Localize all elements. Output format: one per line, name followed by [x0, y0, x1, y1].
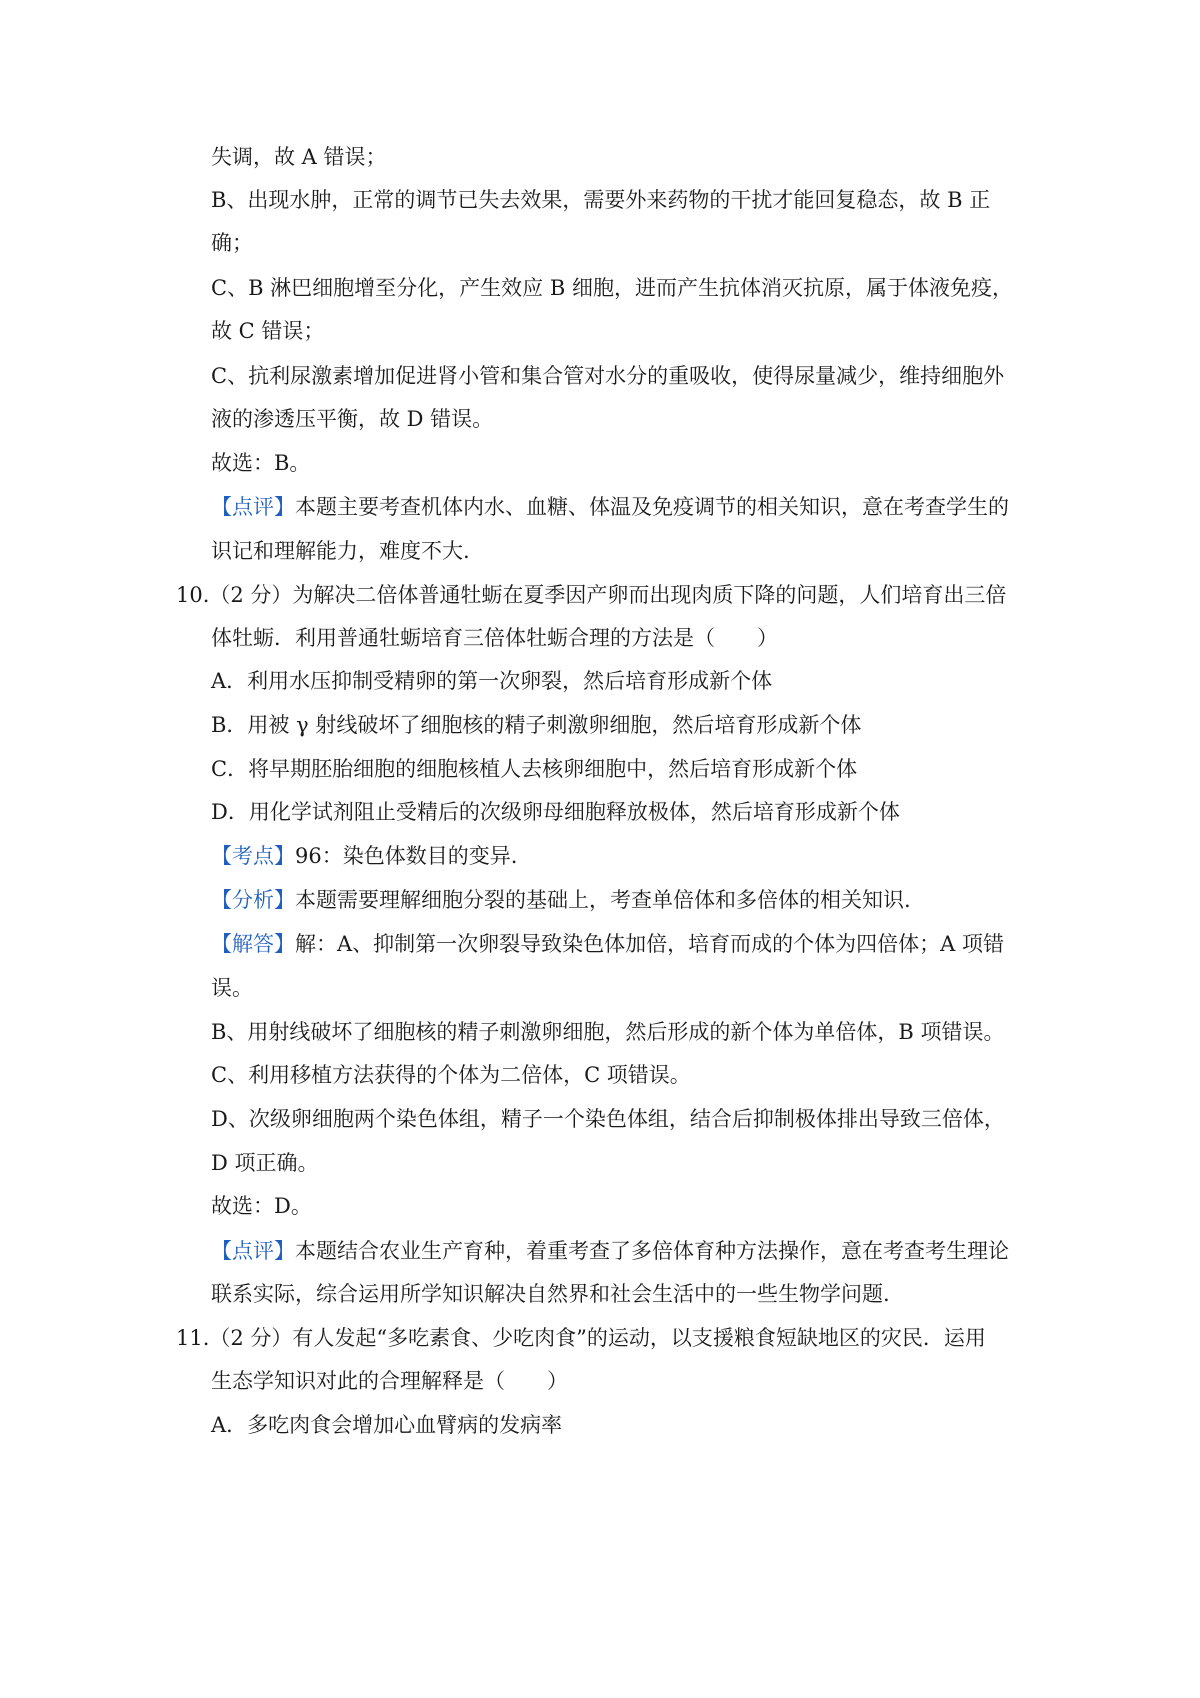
q9-review-line-1 [211, 492, 1009, 522]
q9-option-c-line-1: C、B 淋巴细胞增至分化，产生效应 B 细胞，进而产生抗体消灭抗原，属于体液免疫， [211, 276, 1013, 300]
q9-answer-choice: 故选：B。 [211, 451, 311, 475]
q10-option-a: A．利用水压抑制受精卵的第一次卵裂，然后培育形成新个体 [211, 669, 773, 693]
q10-jieda-line-2: 误。 [211, 976, 253, 1000]
q10-review-line-2: 联系实际，综合运用所学知识解决自然界和社会生活中的一些生物学问题. [211, 1282, 890, 1306]
review-text: 本题主要考查机体内水、血糖、体温及免疫调节的相关知识，意在考查学生的 [295, 495, 1009, 519]
q9-option-b-line-1: B、出现水肿，正常的调节已失去效果，需要外来药物的干扰才能回复稳态，故 B 正 [211, 188, 991, 212]
q9-option-c-line-2: 故 C 错误； [211, 319, 325, 343]
q9-option-d-line-2: 液的渗透压平衡，故 D 错误。 [211, 407, 494, 431]
review-text: 本题结合农业生产育种，着重考查了多倍体育种方法操作，意在考查考生理论 [295, 1239, 1009, 1263]
q10-explain-d-line-2: D 项正确。 [211, 1151, 319, 1175]
q10-review-line-1 [211, 1236, 1009, 1266]
q9-option-b-line-2: 确； [211, 231, 253, 255]
q10-explain-c: C、利用移植方法获得的个体为二倍体，C 项错误。 [211, 1063, 691, 1087]
q9-option-d-line-1: C、抗利尿激素增加促进肾小管和集合管对水分的重吸收，使得尿量减少，维持细胞外 [211, 364, 1005, 388]
q10-jieda-line-1 [211, 929, 1004, 959]
q10-answer-choice: 故选：D。 [211, 1194, 312, 1218]
fenxi-tag: 【分析】 [211, 888, 295, 912]
kaodian-text: 96：染色体数目的变异. [295, 844, 518, 868]
jieda-tag: 【解答】 [211, 932, 295, 956]
q11-stem-line-2: 生态学知识对此的合理解释是（ ） [211, 1369, 568, 1393]
jieda-text: 解：A、抑制第一次卵裂导致染色体加倍，培育而成的个体为四倍体；A 项错 [295, 932, 1005, 956]
q10-option-b: B．用被 γ 射线破坏了细胞核的精子刺激卵细胞，然后培育形成新个体 [211, 713, 862, 737]
q11-stem-line-1: 11.（2 分）有人发起“多吃素食、少吃肉食”的运动，以支援粮食短缺地区的灾民．运用 [176, 1326, 986, 1350]
q10-explain-d-line-1: D、次级卵细胞两个染色体组，精子一个染色体组，结合后抑制极体排出导致三倍体， [211, 1107, 1005, 1131]
q10-stem-line-2: 体牡蛎．利用普通牡蛎培育三倍体牡蛎合理的方法是（ ） [211, 626, 778, 650]
fenxi-text: 本题需要理解细胞分裂的基础上，考查单倍体和多倍体的相关知识. [295, 888, 911, 912]
q11-option-a: A．多吃肉食会增加心血臂病的发病率 [211, 1413, 563, 1437]
kaodian-tag: 【考点】 [211, 844, 295, 868]
q10-explain-b: B、用射线破坏了细胞核的精子刺激卵细胞，然后形成的新个体为单倍体，B 项错误。 [211, 1020, 1005, 1044]
q10-stem-line-1: 10.（2 分）为解决二倍体普通牡蛎在夏季因产卵而出现肉质下降的问题，人们培育出三倍 [176, 583, 1007, 607]
q10-option-c: C．将早期胚胎细胞的细胞核植人去核卵细胞中，然后培育形成新个体 [211, 757, 858, 781]
review-tag: 【点评】 [211, 1239, 295, 1263]
q10-option-d: D．用化学试剂阻止受精后的次级卵母细胞释放极体，然后培育形成新个体 [211, 800, 900, 824]
q9-option-a-continuation: 失调，故 A 错误； [211, 145, 387, 169]
q9-review-line-2: 识记和理解能力，难度不大. [211, 539, 470, 563]
q10-kaodian [211, 841, 517, 871]
review-tag: 【点评】 [211, 495, 295, 519]
q10-fenxi [211, 885, 911, 915]
